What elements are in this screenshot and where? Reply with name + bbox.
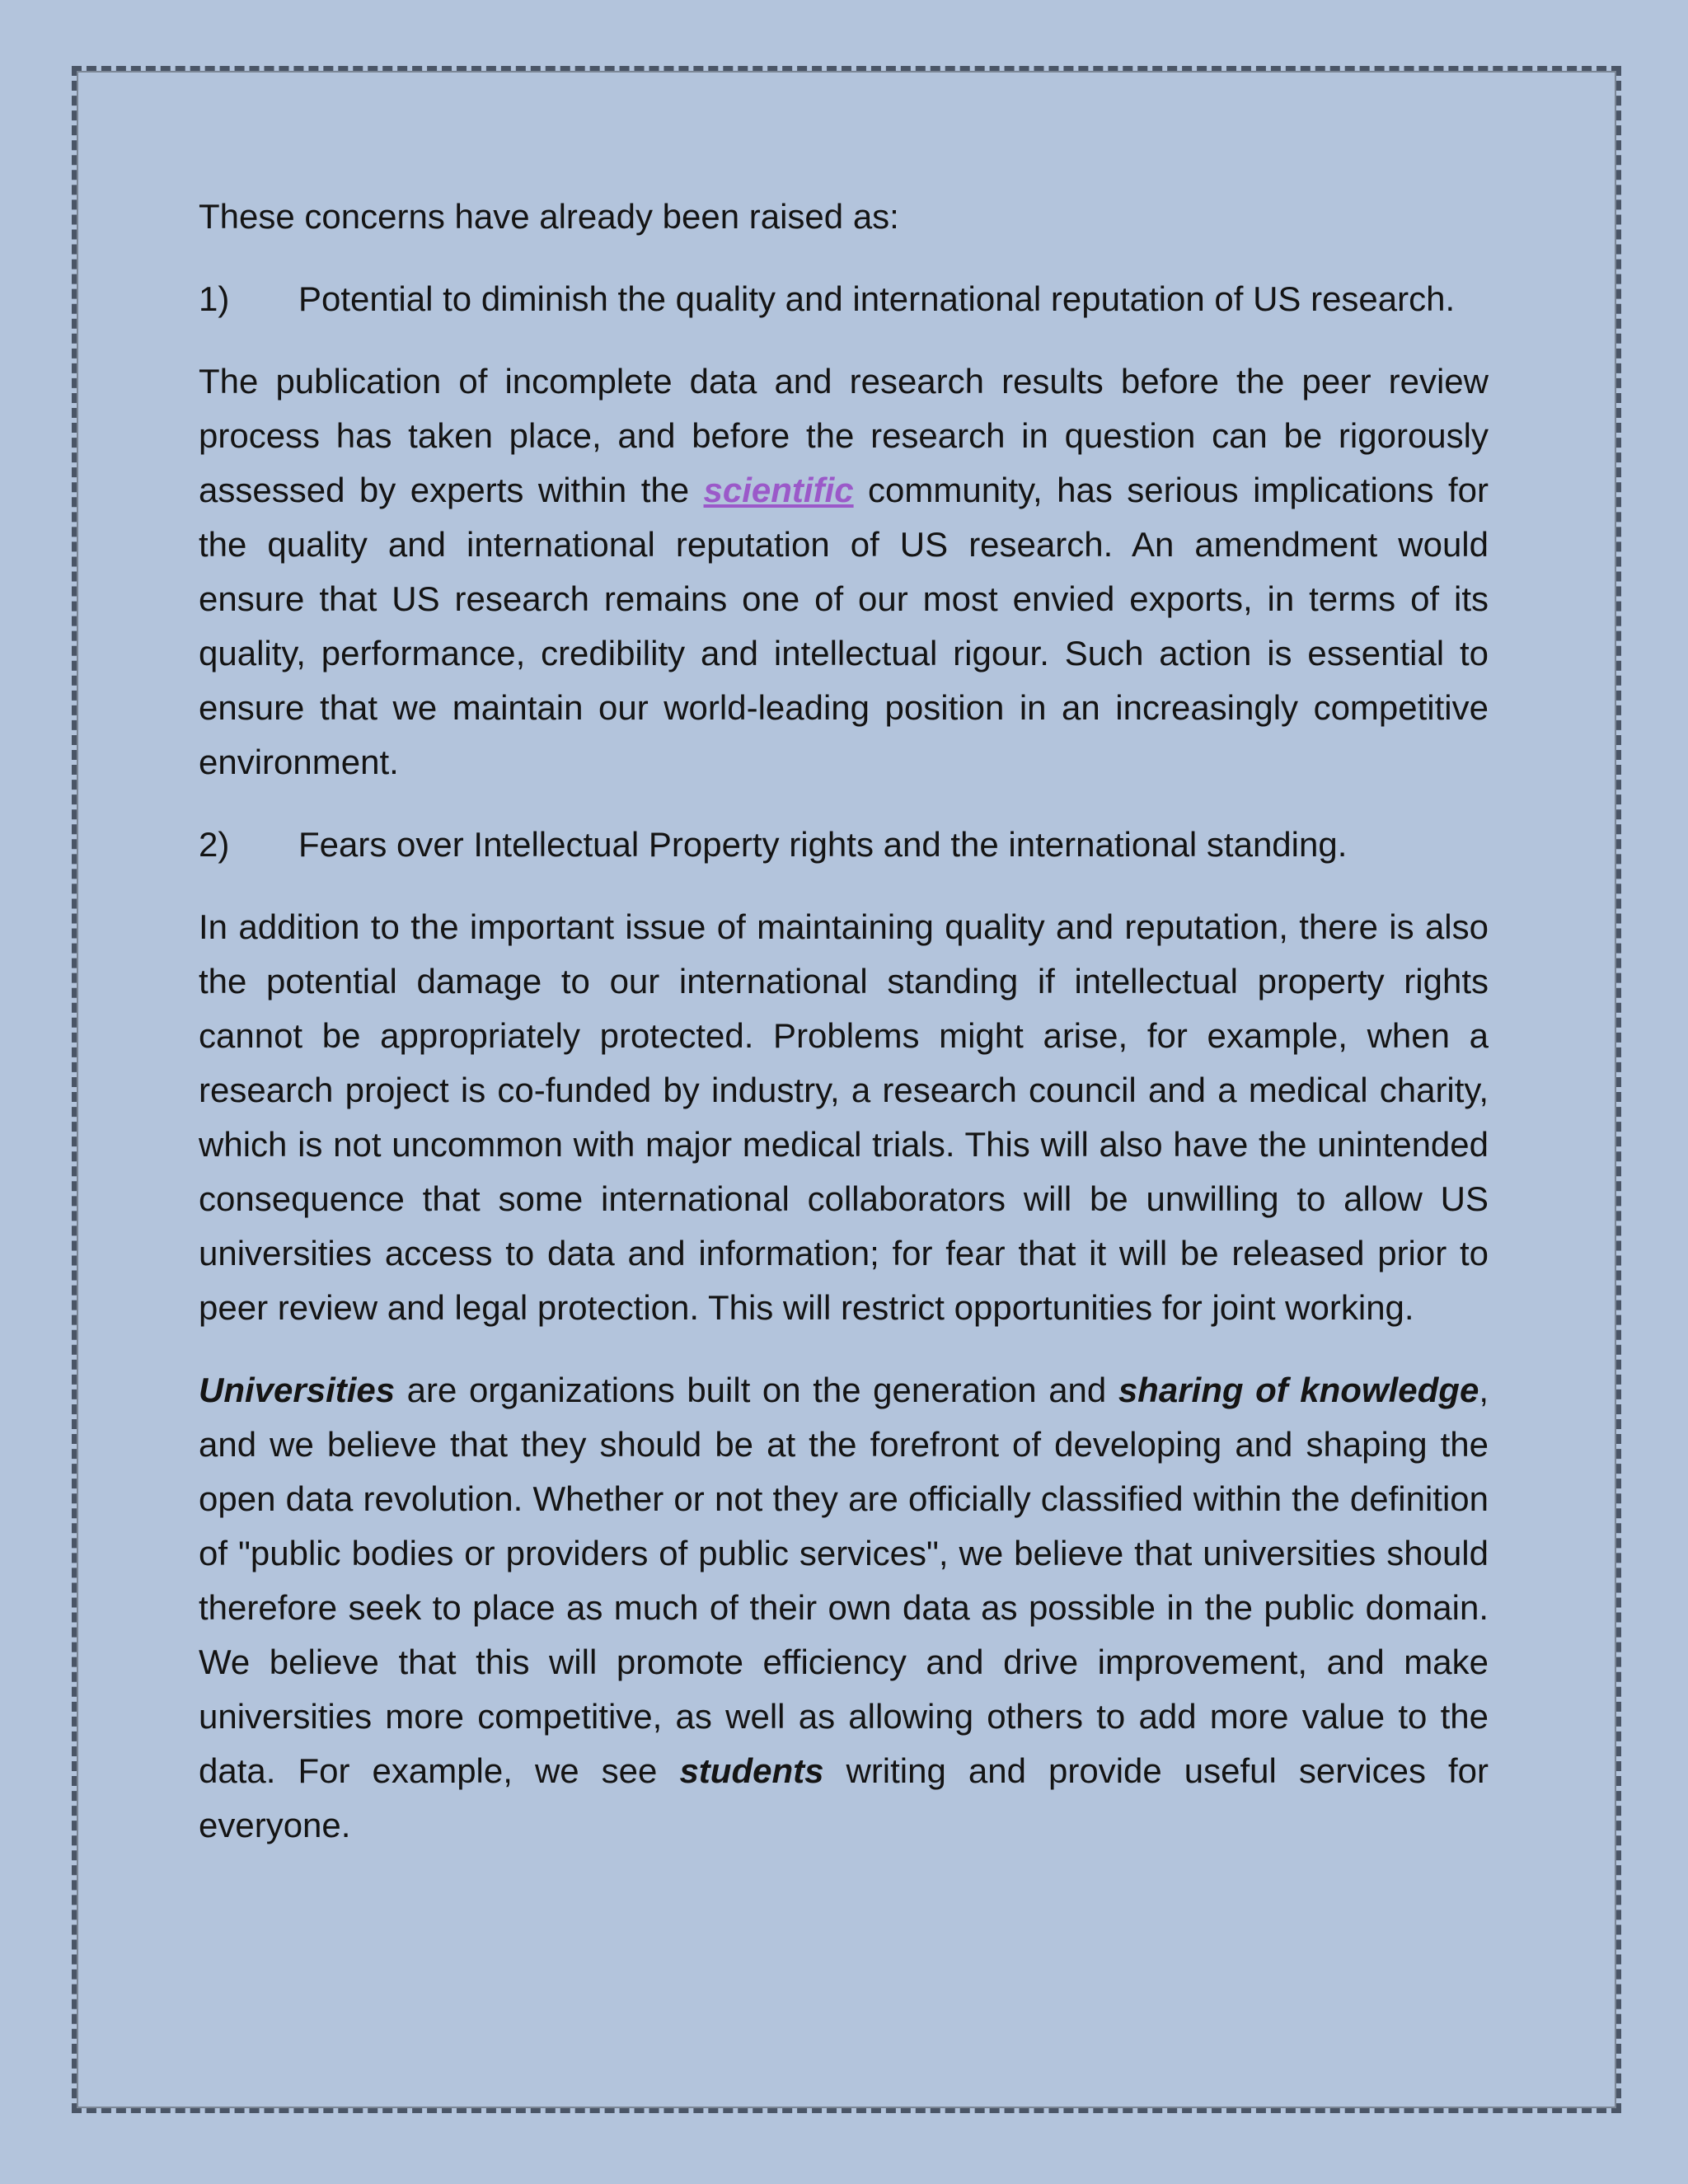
emphasis-text: students (679, 1751, 824, 1790)
list-item-text: Fears over Intellectual Property rights and the international standing. (298, 825, 1348, 864)
list-item-2 (199, 818, 1489, 900)
scientific-link[interactable]: scientific (703, 471, 854, 509)
emphasis-text: sharing of knowledge (1118, 1371, 1479, 1409)
paragraph-universities (199, 1363, 1489, 1853)
paragraph-text: writing and provide useful services for everyone. (199, 1751, 1489, 1844)
list-item-number: 1) (199, 279, 230, 318)
paragraph-text: community, has serious implications for the quality and international reputation of US research. An amendment would ensure that US research remains one of our most envied exports, in terms of its quality, performance, credibility and intellectual rigour. Such action is essential to ensure that we maintain our world-leading position in an increasingly competitive environment. (199, 471, 1489, 781)
list-item-1 (199, 272, 1489, 354)
paragraph-text: , and we believe that they should be at the forefront of developing and shaping the open data revolution. Whether or not they are officially classified within the definition of "public bodies or providers of public services", we believe that universities should therefore seek to place as much of their own data as possible in the public domain. We believe that this will promote efficiency and drive improvement, and make universities more competitive, as well as allowing others to add more value to the data. For example, we see (199, 1371, 1489, 1790)
list-item-number: 2) (199, 825, 230, 864)
intro-paragraph: These concerns have already been raised as: (199, 197, 899, 236)
paragraph-ip-rights: In addition to the important issue of maintaining quality and reputation, there is also the potential damage to our international standing if intellectual property rights cannot be appropriately protected. Problems might arise, for example, when a research project is co-funded by industry, a research council and a medical charity, which is not uncommon with major medical trials. This will also have the unintended consequence that some international collaborators will be unwilling to allow US universities access to data and information; for fear that it will be released prior to peer review and legal protection. This will restrict opportunities for joint working. (199, 907, 1489, 1327)
list-item-text: Potential to diminish the quality and international reputation of US research. (298, 279, 1456, 318)
paragraph-quality (199, 354, 1489, 790)
emphasis-text: Universities (199, 1371, 396, 1409)
document-body (199, 190, 1489, 1881)
paragraph-text: are organizations built on the generation and (395, 1371, 1118, 1409)
paragraph-text: The publication of incomplete data and research results before the peer review process has taken place, and before the research in question can be rigorously assessed by experts within the (199, 362, 1489, 509)
